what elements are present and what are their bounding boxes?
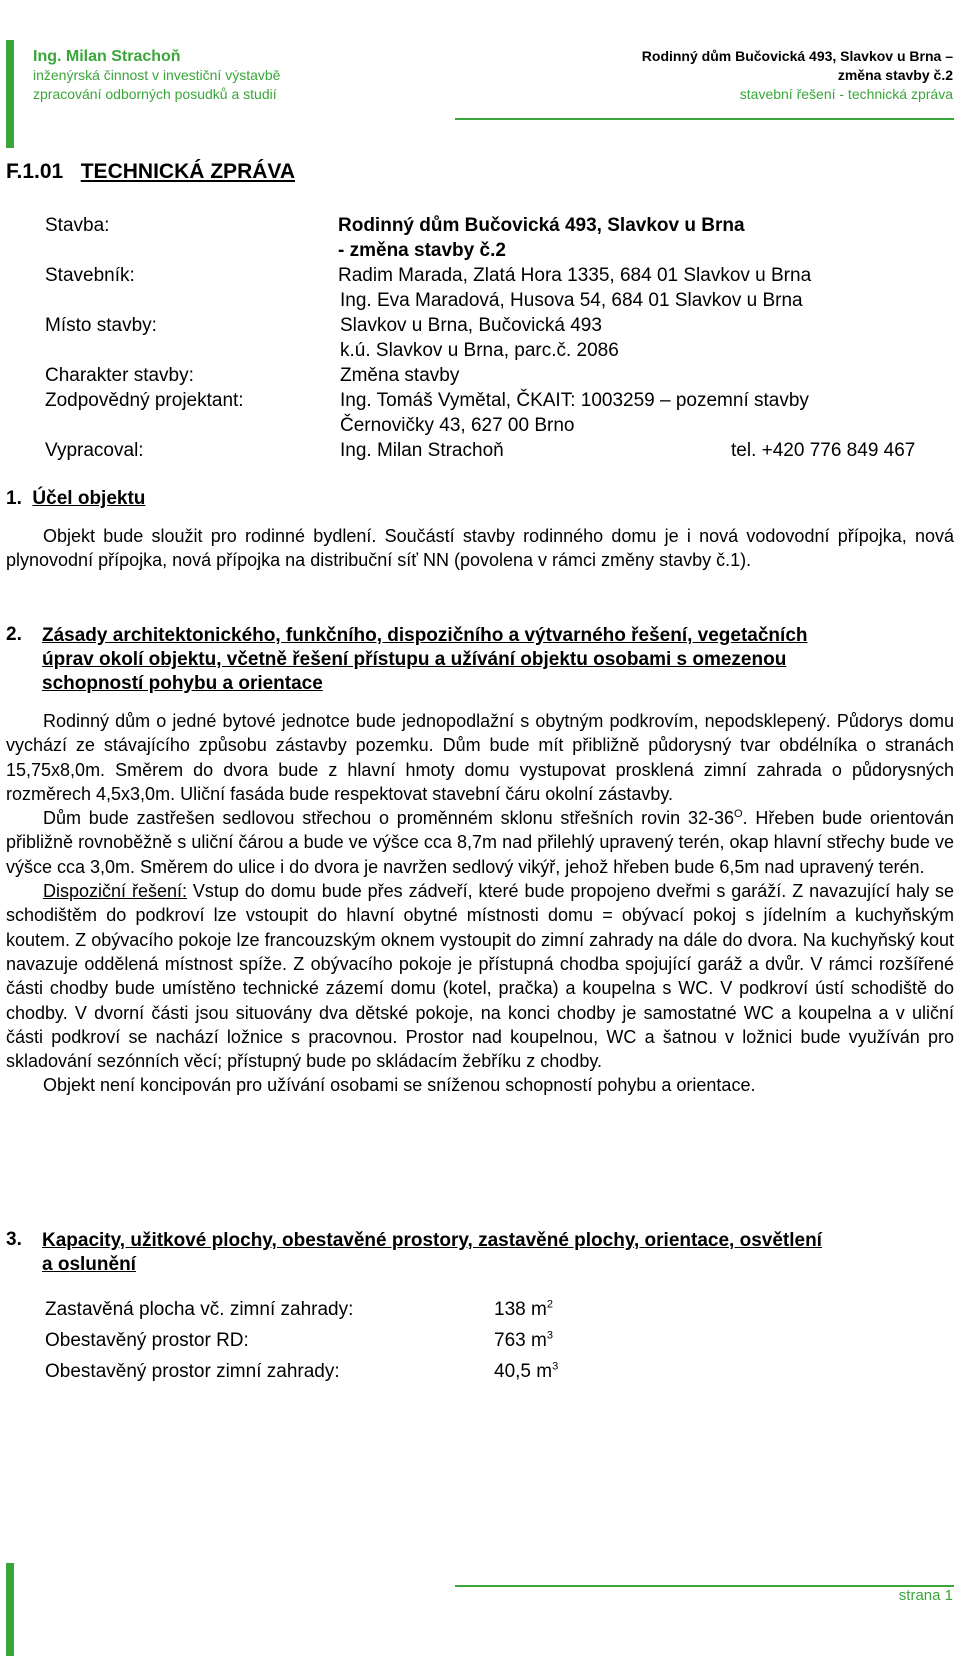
section2-p2b: . Hřeben bude orientován přibližně rovnoběžně s uliční čárou a bude ve výšce cca 8,7m nad přilehlý upravený terén, okap hlavní střechy bude ve výšce cca 3,0m. Směrem do ulice i do dvora je navržen sedlový vikýř, jehož hřeben bude 6,5m nad upravený terén. (6, 808, 954, 877)
header-project-line3: stavební řešení - technická zpráva (739, 86, 953, 102)
header-author: Ing. Milan Strachoň (33, 48, 181, 65)
info-misto-value1: Slavkov u Brna, Bučovická 493 (340, 315, 602, 336)
info-misto-label: Místo stavby: (45, 315, 157, 336)
section3-number: 3. (6, 1229, 22, 1250)
degree-sup: O (734, 808, 743, 821)
capacity-value (494, 1330, 553, 1352)
capacity-unit-sup: 3 (552, 1360, 559, 1373)
info-projektant-label: Zodpovědný projektant: (45, 390, 244, 411)
section3-title-line2: a oslunění (42, 1254, 136, 1275)
header-author-block (33, 47, 280, 104)
footer-rule (455, 1585, 954, 1587)
info-stavebnik-value2: Ing. Eva Maradová, Husova 54, 684 01 Slavkov u Brna (340, 290, 803, 311)
info-projektant-value1: Ing. Tomáš Vymětal, ČKAIT: 1003259 – pozemní stavby (340, 390, 809, 411)
info-projektant-value2: Černovičky 43, 627 00 Brno (340, 415, 575, 436)
section2-heading (42, 624, 808, 696)
capacity-label: Zastavěná plocha vč. zimní zahrady: (45, 1299, 354, 1320)
info-charakter-value: Změna stavby (340, 365, 460, 386)
info-vypracoval-tel: tel. +420 776 849 467 (731, 440, 916, 461)
info-stavba-label: Stavba: (45, 215, 110, 236)
section1-number: 1. (6, 488, 22, 509)
capacity-value (494, 1361, 558, 1383)
capacity-unit-sup: 3 (546, 1329, 553, 1342)
section2-p3-text: Vstup do domu bude přes zádveří, které bude propojeno dveřmi s garáží. Z navazující haly se schodištěm do podkroví lze vstoupit do hlavní obytné místnosti domu = obývací pokoj s jídelním a kuchyňským koutem. Z obývacího pokoje lze francouzským oknem vystoupit do zimní zahrady na dále do dvora. Na kuchyňský kout navazuje oddělená místnost spíže. Z obývacího pokoje je přístupná chodba spojující garáž a dvůr. V rámci rozšířené části chodby bude umístěno technické zázemí domu (kotel, pračka) a koupelna s WC. V podkroví ústí schodiště do chodby. V dvorní části jsou situovány dva dětské pokoje, na konci chodby je samostatné WC a koupelna a v uliční části podkroví se nachází ložnice s pracovnou. Prostor nad koupelnou, WC a šatnou v ložnici bude využíván pro skladování sezónních věcí; přístupný bude po skládacím žebříku z chodby. (6, 881, 955, 1072)
capacity-unit-sup: 2 (546, 1298, 553, 1311)
section1-body (6, 524, 954, 573)
capacity-row (45, 1330, 249, 1352)
info-stavba-value2: - změna stavby č.2 (338, 240, 506, 261)
info-stavebnik-label: Stavebník: (45, 265, 135, 286)
capacity-value-text: 40,5 m (494, 1361, 553, 1382)
page-title-name: TECHNICKÁ ZPRÁVA (80, 160, 296, 183)
capacity-row (45, 1299, 353, 1321)
section1-heading (6, 488, 145, 510)
header-project-block (642, 47, 953, 104)
section2-p3 (6, 879, 954, 1073)
capacity-label: Obestavěný prostor RD: (45, 1330, 249, 1351)
section2-title-line2: úprav okolí objektu, včetně řešení přístupu a užívání objektu osobami s omezenou (42, 649, 787, 670)
capacity-label: Obestavěný prostor zimní zahrady: (45, 1361, 340, 1382)
page-title (6, 160, 295, 184)
section3-title-line1: Kapacity, užitkové plochy, obestavěné prostory, zastavěné plochy, orientace, osvětlení (42, 1230, 822, 1251)
footer-accent-bar (6, 1563, 14, 1656)
section2-title-line3: schopností pohybu a orientace (42, 673, 323, 694)
section2-p2a: Dům bude zastřešen sedlovou střechou o proměnném sklonu střešních rovin 32-36 (43, 808, 734, 829)
capacity-value-text: 763 m (494, 1330, 547, 1351)
info-charakter-label: Charakter stavby: (45, 365, 194, 386)
capacity-value-text: 138 m (494, 1299, 547, 1320)
section2-p4: Objekt není koncipován pro užívání osobami se sníženou schopností pohybu a orientace. (43, 1075, 756, 1096)
header-project-line2: změna stavby č.2 (837, 67, 953, 83)
section2-number: 2. (6, 624, 22, 645)
header-rule (455, 118, 954, 120)
section3-heading (42, 1229, 822, 1277)
section2-title-line1: Zásady architektonického, funkčního, dispozičního a výtvarného řešení, vegetačních (42, 625, 808, 646)
info-stavebnik-value1: Radim Marada, Zlatá Hora 1335, 684 01 Slavkov u Brna (338, 265, 812, 286)
section2-p1: Rodinný dům o jedné bytové jednotce bude jednopodlažní s obytným podkrovím, nepodsklepený. Půdorys domu vychází ze stávajícího způsobu zástavby pozemku. Dům bude mít přibližně půdorysný tvar obdélníka o stranách 15,75x8,0m. Směrem do dvora bude z hlavní hmoty domu vystupovat prosklená zimní zahrada o půdorysných rozměrech 4,5x3,0m. Uliční fasáda bude respektovat stavební čáru okolní zástavby. (6, 711, 954, 804)
header-accent-bar (6, 40, 14, 148)
capacity-row (45, 1361, 340, 1383)
info-vypracoval-value: Ing. Milan Strachoň (340, 440, 504, 461)
section2-p2 (6, 806, 954, 879)
info-stavba-value1: Rodinný dům Bučovická 493, Slavkov u Brna (338, 215, 745, 236)
section1-title: Účel objektu (32, 488, 146, 509)
header-project-line1: Rodinný dům Bučovická 493, Slavkov u Brna – (641, 48, 953, 64)
capacity-value (494, 1299, 553, 1321)
header-line3: zpracování odborných posudků a studií (33, 86, 277, 102)
info-vypracoval-label: Vypracoval: (45, 440, 144, 461)
page-number: strana 1 (898, 1587, 953, 1604)
page-title-code: F.1.01 (6, 160, 64, 183)
info-misto-value2: k.ú. Slavkov u Brna, parc.č. 2086 (340, 340, 619, 361)
section2-body (6, 709, 954, 1098)
section1-text: Objekt bude sloužit pro rodinné bydlení. Součástí stavby rodinného domu je i nová vodovodní přípojka, nová plynovodní přípojka, nová přípojka na distribuční síť NN (povolena v rámci změny stavby č.1). (6, 526, 954, 571)
header-line2: inženýrská činnost v investiční výstavbě (33, 67, 281, 83)
section2-p3-label: Dispoziční řešení: (43, 881, 187, 902)
